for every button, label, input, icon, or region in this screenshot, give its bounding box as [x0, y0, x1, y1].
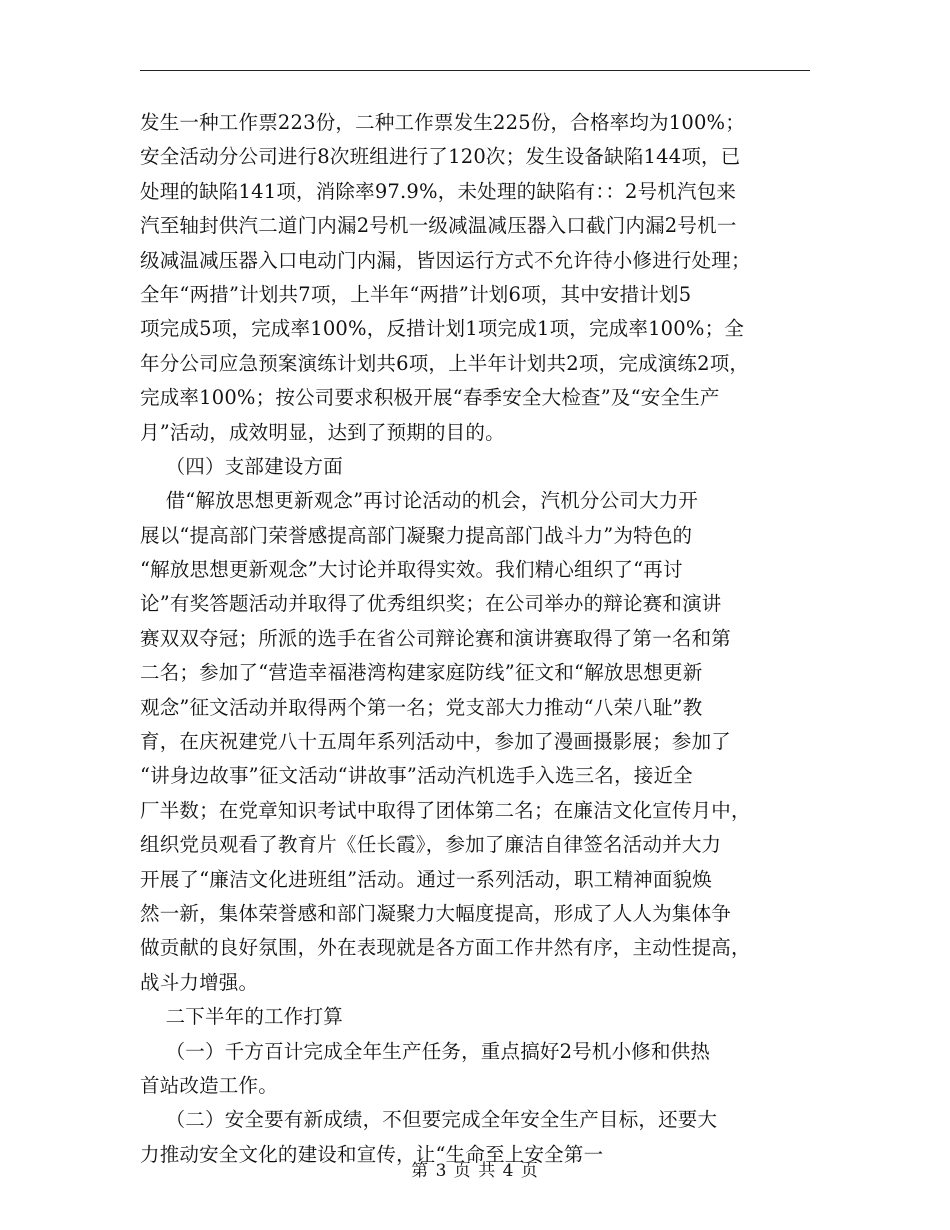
text-line: （二）安全要有新成绩，不但要完成全年安全生产目标，还要大 — [140, 1108, 718, 1132]
document-body — [140, 106, 815, 1172]
page-number-footer: 第 3 页 共 4 页 — [411, 1161, 539, 1181]
text-line: （一）千方百计完成全年生产任务，重点搞好2号机小修和供热 — [140, 1039, 711, 1063]
text-line: 级减温减压器入口电动门内漏，皆因运行方式不允许待小修进行处理； — [140, 248, 751, 272]
text-line: 开展了“廉洁文化进班组”活动。通过一系列活动，职工精神面貌焕 — [140, 867, 712, 891]
text-line: 论”有奖答题活动并取得了优秀组织奖；在公司举办的辩论赛和演讲 — [140, 592, 722, 616]
text-line: 育，在庆祝建党八十五周年系列活动中，参加了漫画摄影展；参加了 — [140, 730, 732, 754]
text-line: “解放思想更新观念”大讨论并取得实效。我们精心组织了“再讨 — [140, 558, 683, 582]
text-line: 展以“提高部门荣誉感提高部门凝聚力提高部门战斗力”为特色的 — [140, 523, 693, 547]
text-line: 月”活动，成效明显，达到了预期的目的。 — [140, 420, 505, 444]
text-line: 安全活动分公司进行8次班组进行了120次；发生设备缺陷144项，已 — [140, 145, 741, 169]
text-line: 项完成5项，完成率100%，反措计划1项完成1项，完成率100%；全 — [140, 317, 745, 341]
text-line: 厂半数；在党章知识考试中取得了团体第二名；在廉洁文化宣传月中， — [140, 798, 751, 822]
text-line: 做贡献的良好氛围，外在表现就是各方面工作井然有序，主动性提高， — [140, 936, 751, 960]
text-line: 赛双双夺冠；所派的选手在省公司辩论赛和演讲赛取得了第一名和第 — [140, 626, 732, 650]
text-line: 完成率100%；按公司要求积极开展“春季安全大检查”及“安全生产 — [140, 386, 720, 410]
text-line: 全年“两措”计划共7项，上半年“两措”计划6项，其中安措计划5 — [140, 282, 692, 306]
text-line: 汽至轴封供汽二道门内漏2号机一级减温减压器入口截门内漏2号机一 — [140, 214, 737, 238]
text-line: 发生一种工作票223份，二种工作票发生225份，合格率均为100%； — [140, 111, 745, 134]
text-line: “讲身边故事”征文活动“讲故事”活动汽机选手入选三名，接近全 — [140, 764, 693, 788]
text-line: 借“解放思想更新观念”再讨论活动的机会，汽机分公司大力开 — [140, 489, 699, 513]
text-line: 年分公司应急预案演练计划共6项，上半年计划共2项，完成演练2项， — [140, 351, 750, 375]
text-line: 二名；参加了“营造幸福港湾构建家庭防线”征文和“解放思想更新 — [140, 661, 703, 685]
text-line: 力推动安全文化的建设和宣传，让“生命至上安全第一 — [140, 1142, 604, 1166]
header-rule — [140, 70, 810, 71]
section-heading: （四）支部建设方面 — [140, 454, 343, 478]
section-heading: 二下半年的工作打算 — [140, 1005, 343, 1029]
text-line: 战斗力增强。 — [140, 970, 259, 994]
text-line: 首站改造工作。 — [140, 1073, 278, 1097]
text-line: 处理的缺陷141项，消除率97.9%，未处理的缺陷有：：2号机汽包来 — [140, 179, 737, 203]
text-line: 观念”征文活动并取得两个第一名；党支部大力推动“八荣八耻”教 — [140, 695, 703, 719]
text-line: 组织党员观看了教育片《任长霞》，参加了廉洁自律签名活动并大力 — [140, 833, 722, 857]
text-line: 然一新，集体荣誉感和部门凝聚力大幅度提高，形成了人人为集体争 — [140, 901, 732, 925]
